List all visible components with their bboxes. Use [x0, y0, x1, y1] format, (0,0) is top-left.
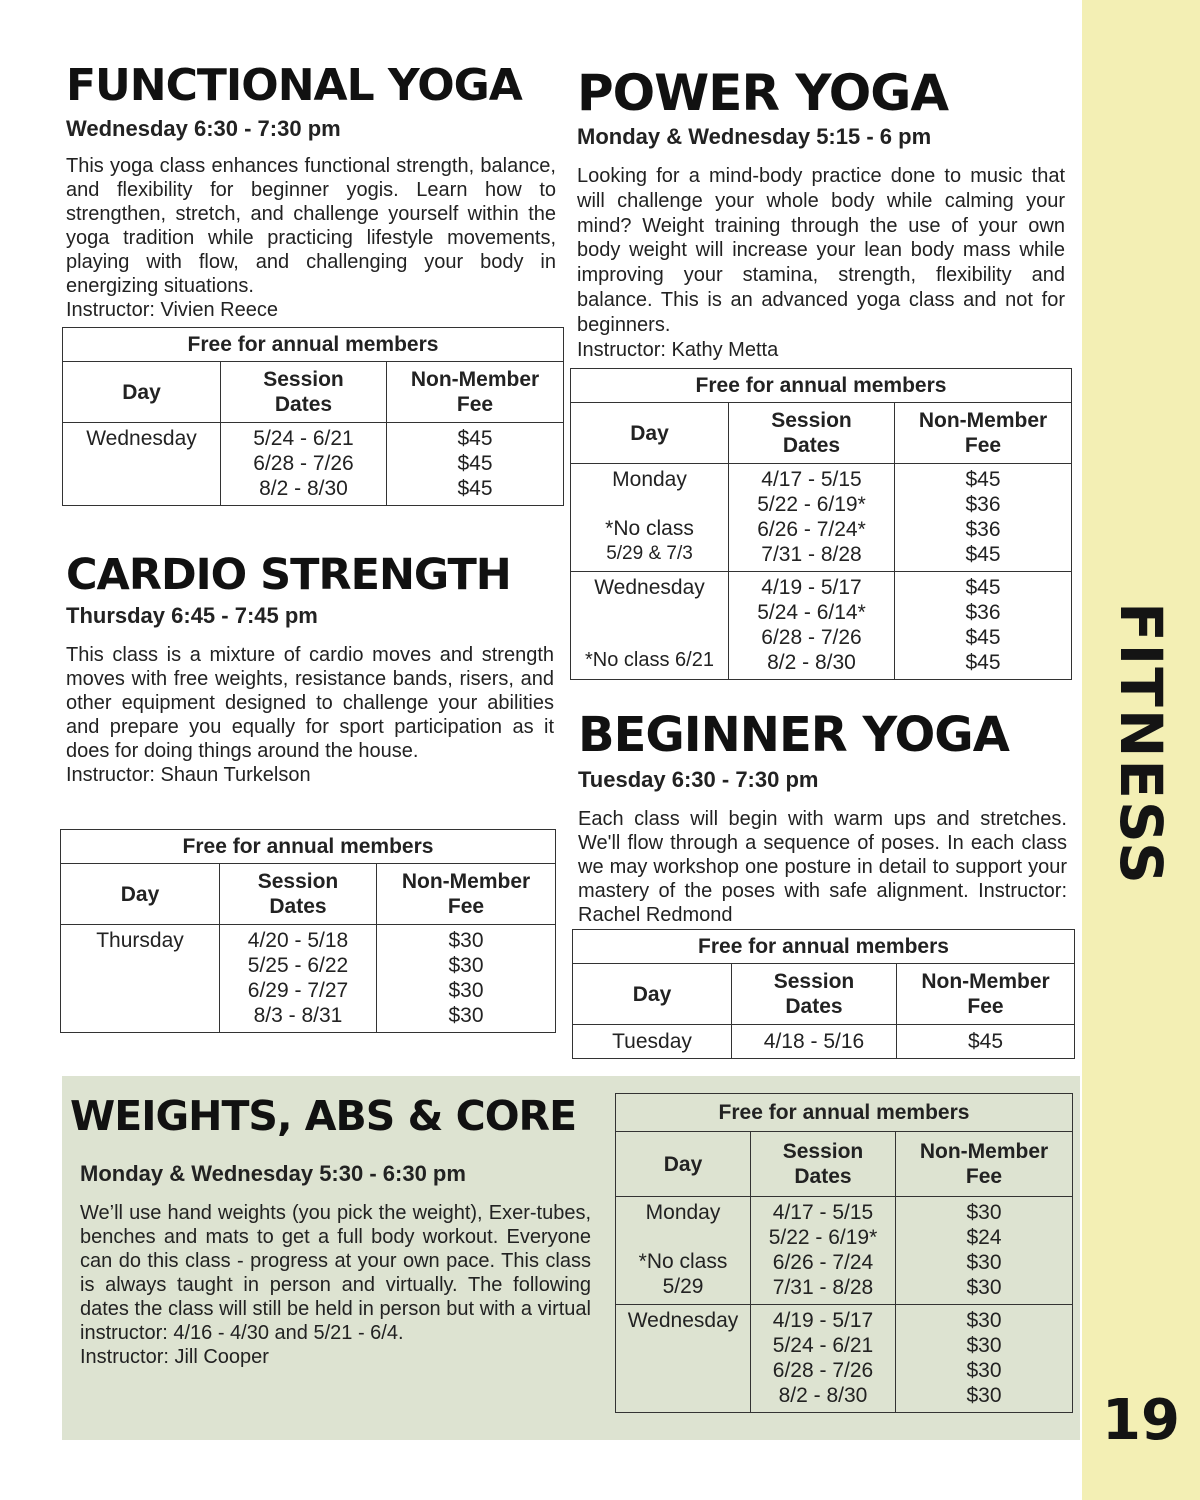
table-row — [63, 423, 564, 506]
dates-cell: 4/20 - 5/18 5/25 - 6/22 6/29 - 7/27 8/3 - 8/31 — [220, 925, 377, 1033]
fee-header: Non-Member Fee — [387, 362, 564, 423]
power-yoga-table — [570, 368, 1072, 680]
section-title: CARDIO STRENGTH — [66, 550, 511, 600]
cardio-strength-table — [60, 829, 556, 1033]
instructor: Instructor: Shaun Turkelson — [66, 764, 311, 786]
day-header: Day — [61, 864, 220, 925]
table-row — [616, 1197, 1073, 1305]
day-cell: Wednesday *No class 6/21 — [571, 572, 729, 680]
day-cell: Monday *No class 5/29 & 7/3 — [571, 464, 729, 572]
dates-cell: 4/19 - 5/17 5/24 - 6/14* 6/28 - 7/26 8/2 - 8/30 — [729, 572, 895, 680]
power-yoga-section — [577, 64, 1065, 362]
class-schedule: Tuesday 6:30 - 7:30 pm — [578, 767, 819, 792]
dates-header: Session Dates — [751, 1132, 896, 1197]
fee-cell: $30 $24 $30 $30 — [896, 1197, 1073, 1305]
day-header: Day — [573, 964, 732, 1025]
fee-cell: $45 $36 $36 $45 — [895, 464, 1072, 572]
class-description: Each class will begin with warm ups and stretches. We'll flow through a sequence of poses. In each class we may workshop one posture in detail to support your mastery of the poses with safe alignment. Instructor: Rachel Redmond — [578, 808, 1067, 926]
dates-header: Session Dates — [729, 403, 895, 464]
fee-cell: $45 $36 $45 $45 — [895, 572, 1072, 680]
instructor: Instructor: Vivien Reece — [66, 299, 278, 321]
class-description: This class is a mixture of cardio moves and strength moves with free weights, resistance bands, risers, and other equipment designed to challenge your abilities and prepare you equally for sport participation as it does for doing things around the house. — [66, 644, 554, 762]
functional-yoga-section — [66, 60, 556, 322]
day-cell: Tuesday — [573, 1025, 732, 1059]
fee-cell: $30 $30 $30 $30 — [896, 1305, 1073, 1413]
dates-cell: 4/19 - 5/17 5/24 - 6/21 6/28 - 7/26 8/2 - 8/30 — [751, 1305, 896, 1413]
section-title: WEIGHTS, ABS & CORE — [70, 1092, 577, 1140]
class-schedule: Monday & Wednesday 5:30 - 6:30 pm — [80, 1161, 466, 1186]
day-cell: Wednesday — [63, 423, 221, 506]
day-header: Day — [616, 1132, 751, 1197]
instructor: Instructor: Kathy Metta — [577, 338, 779, 361]
cardio-strength-section — [66, 550, 554, 787]
table-caption: Free for annual members — [573, 930, 1075, 964]
table-caption: Free for annual members — [63, 328, 564, 362]
page-number: 19 — [1102, 1388, 1180, 1453]
day-header: Day — [571, 403, 729, 464]
fee-header: Non-Member Fee — [896, 1132, 1073, 1197]
table-row — [616, 1305, 1073, 1413]
dates-cell: 4/17 - 5/15 5/22 - 6/19* 6/26 - 7/24* 7/31 - 8/28 — [729, 464, 895, 572]
table-caption: Free for annual members — [616, 1094, 1073, 1132]
dates-cell: 4/18 - 5/16 — [732, 1025, 897, 1059]
day-cell: Thursday — [61, 925, 220, 1033]
class-description: This yoga class enhances functional strength, balance, and flexibility for beginner yogis. Learn how to strengthen, stretch, and challenge yourself within the yoga tradition while practicing lifestyle movements, playing with flow, and challenging your body in energizing situations. — [66, 155, 556, 297]
class-schedule: Thursday 6:45 - 7:45 pm — [66, 603, 318, 628]
weights-abs-core-table — [615, 1093, 1073, 1413]
class-description: Looking for a mind-body practice done to music that will challenge your whole body while calming your mind? Weight training through the use of your own body weight will increase your lean body mass while improving your stamina, strength, flexibility and balance. This is an advanced yoga class and not for beginners. — [577, 165, 1065, 336]
class-schedule: Wednesday 6:30 - 7:30 pm — [66, 116, 341, 141]
dates-cell: 5/24 - 6/21 6/28 - 7/26 8/2 - 8/30 — [221, 423, 387, 506]
day-cell: Monday *No class 5/29 — [616, 1197, 751, 1305]
table-row — [571, 464, 1072, 572]
class-description: We’ll use hand weights (you pick the weight), Exer-tubes, benches and mats to get a full body workout. Everyone can do this class - progress at your own pace. This class is always taught in person and virtually. The following dates the class will still be held in person but with a virtual instructor: 4/16 - 4/30 and 5/21 - 6/4. — [80, 1202, 591, 1344]
section-title: POWER YOGA — [577, 64, 949, 122]
beginner-yoga-section — [578, 707, 1067, 927]
class-schedule: Monday & Wednesday 5:15 - 6 pm — [577, 124, 932, 149]
fee-cell: $45 $45 $45 — [387, 423, 564, 506]
dates-header: Session Dates — [221, 362, 387, 423]
fee-cell: $30 $30 $30 $30 — [377, 925, 556, 1033]
table-caption: Free for annual members — [571, 369, 1072, 403]
table-caption: Free for annual members — [61, 830, 556, 864]
instructor: Instructor: Jill Cooper — [80, 1346, 269, 1368]
section-label: FITNESS — [1107, 602, 1175, 886]
section-title: FUNCTIONAL YOGA — [66, 60, 522, 111]
fee-header: Non-Member Fee — [895, 403, 1072, 464]
table-row — [571, 572, 1072, 680]
table-row — [61, 925, 556, 1033]
dates-cell: 4/17 - 5/15 5/22 - 6/19* 6/26 - 7/24 7/31 - 8/28 — [751, 1197, 896, 1305]
dates-header: Session Dates — [732, 964, 897, 1025]
fee-cell: $45 — [897, 1025, 1075, 1059]
table-row — [573, 1025, 1075, 1059]
dates-header: Session Dates — [220, 864, 377, 925]
section-title: BEGINNER YOGA — [578, 707, 1009, 763]
weights-abs-core-section — [70, 1092, 591, 1369]
beginner-yoga-table — [572, 929, 1075, 1059]
fee-header: Non-Member Fee — [897, 964, 1075, 1025]
day-cell: Wednesday — [616, 1305, 751, 1413]
functional-yoga-table — [62, 327, 564, 506]
fee-header: Non-Member Fee — [377, 864, 556, 925]
day-header: Day — [63, 362, 221, 423]
